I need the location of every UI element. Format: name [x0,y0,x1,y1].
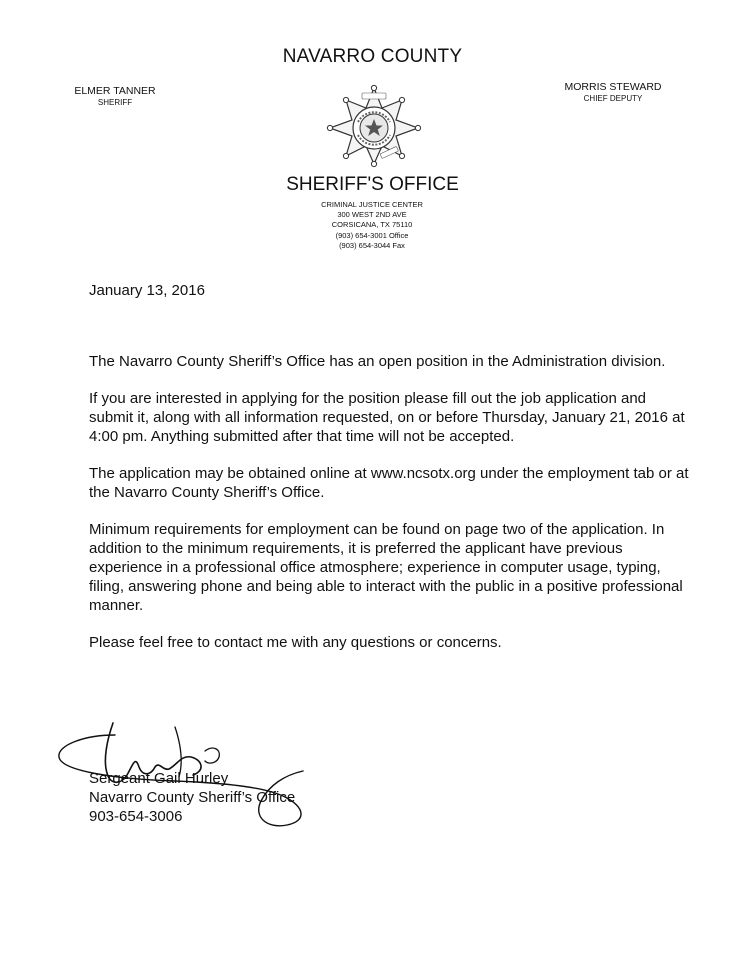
county-heading: NAVARRO COUNTY [282,46,463,67]
address-line: CORSICANA, TX 75110 [331,220,413,230]
chief-deputy-title: CHIEF DEPUTY [583,94,643,103]
office-address [302,200,442,251]
signer-phone: 903-654-3006 [89,808,183,825]
signer-organization: Navarro County Sheriff’s Office [89,789,296,806]
letter-date: January 13, 2016 [89,282,205,299]
address-line: (903) 654-3044 Fax [339,240,405,250]
office-heading: SHERIFF'S OFFICE [286,174,459,195]
letter-paragraph: The application may be obtained online at www.ncsotx.org under the employment tab or at the Navarro County Sheriff’s Office. [89,465,689,501]
address-line: CRIMINAL JUSTICE CENTER [321,200,423,209]
sheriff-title: SHERIFF [97,98,133,107]
signer-name: Sergeant Gail Hurley [89,770,229,787]
letter-paragraph: Please feel free to contact me with any questions or concerns. [89,634,502,651]
address-line: 300 WEST 2ND AVE [337,210,407,220]
address-line: (903) 654-3001 Office [335,230,409,240]
sheriff-name: ELMER TANNER [74,85,156,97]
sheriff-star-badge-icon [322,82,426,168]
chief-deputy-name: MORRIS STEWARD [564,81,662,93]
letter-paragraph: If you are interested in applying for the position please fill out the job application and submit it, along with all information requested, on or before Thursday, January 21, 2016 at 4:00 pm. Anything submitted after that time will not be accepted. [89,390,685,445]
sheriff-block [60,85,170,108]
handwritten-signature-icon [55,705,315,830]
chief-deputy-block [553,81,673,104]
letter-body [89,281,689,670]
letter-paragraph: The Navarro County Sheriff’s Office has an open position in the Administration division. [89,353,666,370]
letter-paragraph: Minimum requirements for employment can be found on page two of the application. In addition to the minimum requirements, it is preferred the applicant have previous experience in a professional office atmosphere; experience in computer usage, typing, filing, answering phone and being able to interact with the public in a positive professional manner. [89,521,683,614]
